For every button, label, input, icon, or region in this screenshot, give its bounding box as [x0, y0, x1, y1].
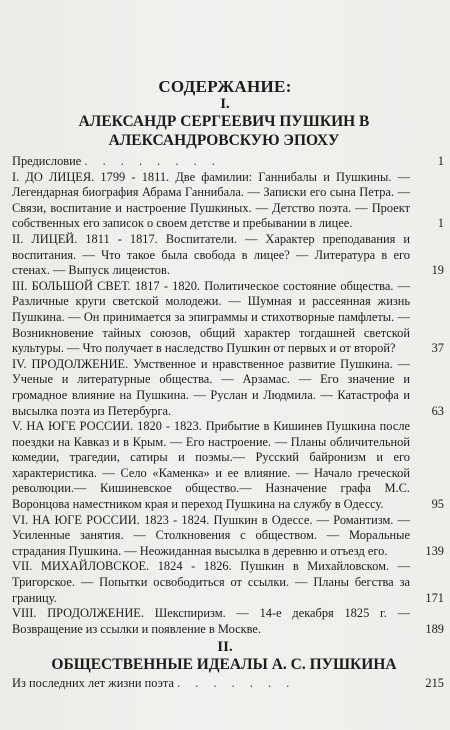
- part-1-numeral: I.: [220, 96, 230, 112]
- leader-dots: . . . . . . .: [177, 676, 296, 691]
- toc-entry: [0, 419, 450, 513]
- toc-entry: [0, 606, 450, 637]
- entry-text: Предисловие: [12, 154, 82, 168]
- page-number: 1: [437, 154, 444, 168]
- table-of-contents: [0, 78, 450, 692]
- toc-entry: [0, 232, 450, 279]
- part-2-numeral: II.: [217, 639, 233, 656]
- toc-entry: [0, 170, 450, 232]
- part-1-title: АЛЕКСАНДР СЕРГЕЕВИЧ ПУШКИН В АЛЕКСАНДРОВСКУЮ ЭПОХУ: [78, 113, 370, 149]
- page-number: 1: [437, 216, 444, 231]
- page-number: 19: [431, 263, 444, 278]
- entries-list: [0, 154, 450, 637]
- toc-entry: [0, 279, 450, 357]
- entry-text: VI. НА ЮГЕ РОССИИ. 1823 - 1824. Пушкин в Одессе. — Романтизм. — Усиленные занятия. — Столкновения с обществом. — Моральные страдания Пушкина. — Неожиданная высылка в деревню и отъезд его.: [12, 512, 410, 558]
- entry-text: III. БОЛЬШОЙ СВЕТ. 1817 - 1820. Политическое состояние общества. — Различные круги светской молодежи. — Шумная и рассеянная жизнь Пушкина. — Он принимается за эпиграммы и стихотворные памфлеты. — Возникновение тайных союзов, общий характер тогдашней светской культуры. — Что получает в наследство Пушкин от первых и от второй?: [12, 278, 410, 356]
- toc-entry: [0, 559, 450, 606]
- page-number: 37: [431, 341, 444, 356]
- toc-entry: [0, 676, 450, 692]
- contents-heading: СОДЕРЖАНИЕ:: [158, 77, 292, 96]
- page-number: 139: [425, 543, 444, 558]
- entry-text: V. НА ЮГЕ РОССИИ. 1820 - 1823. Прибытие в Кишинев Пушкина после поездки на Кавказ и в Крым. — Его настроение. — Планы обличительной комедии, трагедии, сатиры и поэмы.— Русский байронизм и его характеристика. — Село «Каменка» и ее влияние. — Начало греческой революции.— Кишиневское общество.— Назначение графа М.С. Воронцова наместником края и переход Пушкина на службу в Одессу.: [12, 419, 410, 512]
- toc-entry: [0, 513, 450, 560]
- page-number: 189: [425, 621, 444, 636]
- entry-text: II. ЛИЦЕЙ. 1811 - 1817. Воспитатели. — Характер преподавания и воспитания. — Что такое была свобода в лицее? — Литература в его стенах. — Выпуск лицеистов.: [12, 231, 410, 278]
- toc-entry: [0, 357, 450, 419]
- page-number: 171: [425, 590, 444, 605]
- toc-entry: [0, 154, 450, 170]
- part-2-title: ОБЩЕСТВЕННЫЕ ИДЕАЛЫ А. С. ПУШКИНА: [51, 656, 397, 674]
- entry-text: Из последних лет жизни поэта: [12, 676, 174, 691]
- page-number: 63: [431, 403, 444, 418]
- entry-text: VIII. ПРОДОЛЖЕНИЕ. Шекспиризм. — 14-е декабря 1825 г. — Возвращение из ссылки и появление в Москве.: [12, 606, 410, 636]
- page-number: 215: [425, 676, 444, 691]
- page-number: 95: [431, 497, 444, 512]
- entry-text: I. ДО ЛИЦЕЯ. 1799 - 1811. Две фамилии: Ганнибалы и Пушкины. — Легендарная биография Абрама Ганнибала. — Записки его сына Петра. — Связи, воспитание и настроение Пушкиных. — Детство поэта. — Проект собственных его записок о своем детстве и пребывании в лицее.: [12, 169, 410, 231]
- leader-dots: . . . . . . . .: [84, 154, 221, 168]
- entry-text: VII. МИХАЙЛОВСКОЕ. 1824 - 1826. Пушкин в Михайловском. — Тригорское. — Попытки освободиться от ссылки. — Планы бегства за границу.: [12, 559, 410, 605]
- entry-text: IV. ПРОДОЛЖЕНИЕ. Умственное и нравственное развитие Пушкина. — Ученые и литературные общества. — Арзамас. — Его значение и громадное влияние на Пушкина. — Руслан и Людмила. — Катастрофа и высылка поэта из Петербурга.: [12, 356, 410, 418]
